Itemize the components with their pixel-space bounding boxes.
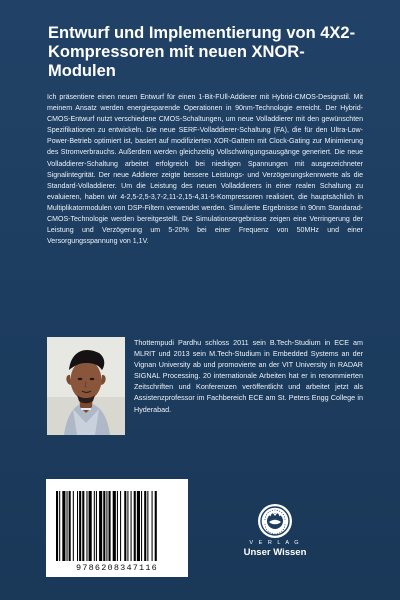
book-title: Entwurf und Implementierung von 4X2-Kompressoren mit neuen XNOR-Modulen	[48, 24, 356, 80]
publisher-verlag-label: V E R L A G	[249, 540, 301, 546]
author-photo	[47, 337, 125, 435]
author-biography: Thottempudi Pardhu schloss 2011 sein B.Tech-Studium in ECE am MLRIT und 2013 sein M.Tech-Studium in Embedded Systems an der Vignan University ab und promovierte an der VIT University in RADAR SIGNAL Processing. 20 internationale Arbeiten hat er in renommierten Zeitschriften und Konferenzen veröffentlicht und arbeitet jetzt als Assistenzprofessor im Fachbereich ECE am St. Peters Engg College in Hyderabad.	[134, 338, 363, 414]
publisher-name: Unser Wissen	[243, 547, 307, 558]
book-abstract: Ich präsentiere einen neuen Entwurf für einen 1-Bit-FUll-Addierer mit Hybrid-CMOS-Designstil. Mit meinem Ansatz werden energiesparende Operationen in 90nm-Technologie erreicht. Der Hybrid-CMOS-Entwurf nutzt verschiedene CMOS-Schaltungen, um neue Volladdierer mit den gewünschten Spezifikationen zu entwickeln. Die neue SERF-Volladdierer-Schaltung (FA), die für den Ultra-Low-Power-Betrieb optimiert ist, basiert auf modifizierten XOR-Gattern mit Clock-Gating zur Minimierung des Stromverbrauchs. Außerdem werden gleichzeitig Vollschwingungsausgänge generiert. Die neue Volladdierer-Schaltung arbeitet erfolgreich bei niedrigen Spannungen mit ausgezeichneter Signalintegrität. Der neue Addierer zeigte bessere Leistungs- und Verzögerungskennwerte als die Standard-Volladdierer. Um die Leistung des neuen Volladdierers in einer realen Schaltung zu evaluieren, haben wir 4-2,5-2,5-3,7-2,11-2,15-4,31-5-Kompressoren realisiert, die hauptsächlich in Multiplikatormodulen von DSP-Filtern verwendet werden. Simulierte Ergebnisse in 90nm Standarad-CMOS-Technologie werden bereitgestellt. Die Simulationsergebnisse zeigen eine Verringerung der Leistung und Verzögerung um 5-20% bei einer Frequenz von 50MHz und einer Versorgungsspannung von 1,1V.	[47, 94, 363, 246]
publisher-seal-icon	[257, 503, 293, 539]
isbn-number: 9786208347116	[76, 563, 158, 573]
isbn-barcode	[46, 479, 188, 577]
publisher-logo	[228, 503, 322, 563]
